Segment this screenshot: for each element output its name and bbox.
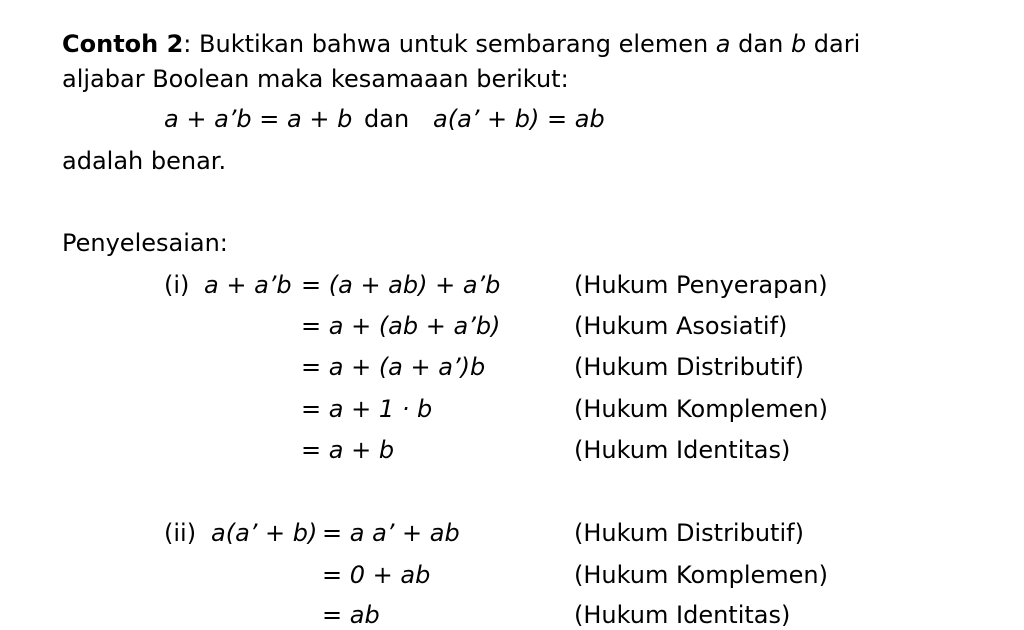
part-i-step-5-law: (Hukum Identitas)	[574, 436, 791, 464]
part-ii-step-2-expr: = 0 + ab	[322, 561, 431, 589]
statement-text-dan: dan	[730, 30, 791, 58]
part-ii-step-1-law: (Hukum Distributif)	[574, 519, 804, 547]
part-ii-step-2-law: (Hukum Komplemen)	[574, 561, 828, 589]
part-ii-step-3-law: (Hukum Identitas)	[574, 601, 791, 629]
part-i-step-1-expr: = (a + ab) + a’b	[301, 271, 501, 299]
part-ii-step-3-expr: = ab	[322, 601, 380, 629]
part-i-step-3-expr: = a + (a + a’)b	[301, 353, 486, 381]
part-i-step-3-law: (Hukum Distributif)	[574, 353, 804, 381]
part-i-step-2-expr: = a + (ab + a’b)	[301, 312, 501, 340]
variable-b: b	[790, 30, 807, 58]
part-i-step-5-expr: = a + b	[301, 436, 395, 464]
solution-label: Penyelesaian:	[62, 229, 228, 257]
part-i-step-4-expr: = a + 1 · b	[301, 395, 433, 423]
example-label: Contoh 2	[62, 30, 184, 58]
equation-1: a + a’b = a + b	[164, 105, 353, 133]
variable-a: a	[715, 30, 731, 58]
statement-text-dari: dari	[806, 30, 861, 58]
part-ii-label: (ii)	[164, 519, 197, 547]
part-i-label: (i)	[164, 271, 190, 299]
part-ii-lhs: a(a’ + b)	[211, 519, 318, 547]
problem-statement-line2: aljabar Boolean maka kesamaaan berikut:	[62, 65, 569, 93]
part-ii-step-1-expr: = a a’ + ab	[322, 519, 460, 547]
part-i-step-4-law: (Hukum Komplemen)	[574, 395, 828, 423]
statement-text: : Buktikan bahwa untuk sembarang elemen	[183, 30, 716, 58]
conclusion-text: adalah benar.	[62, 147, 227, 175]
part-i-lhs: a + a’b	[204, 271, 292, 299]
part-i-step-2-law: (Hukum Asosiatif)	[574, 312, 788, 340]
equation-connector: dan	[364, 105, 410, 133]
equation-2: a(a’ + b) = ab	[433, 105, 605, 133]
part-i-step-1-law: (Hukum Penyerapan)	[574, 271, 828, 299]
problem-statement-line1	[62, 29, 860, 59]
